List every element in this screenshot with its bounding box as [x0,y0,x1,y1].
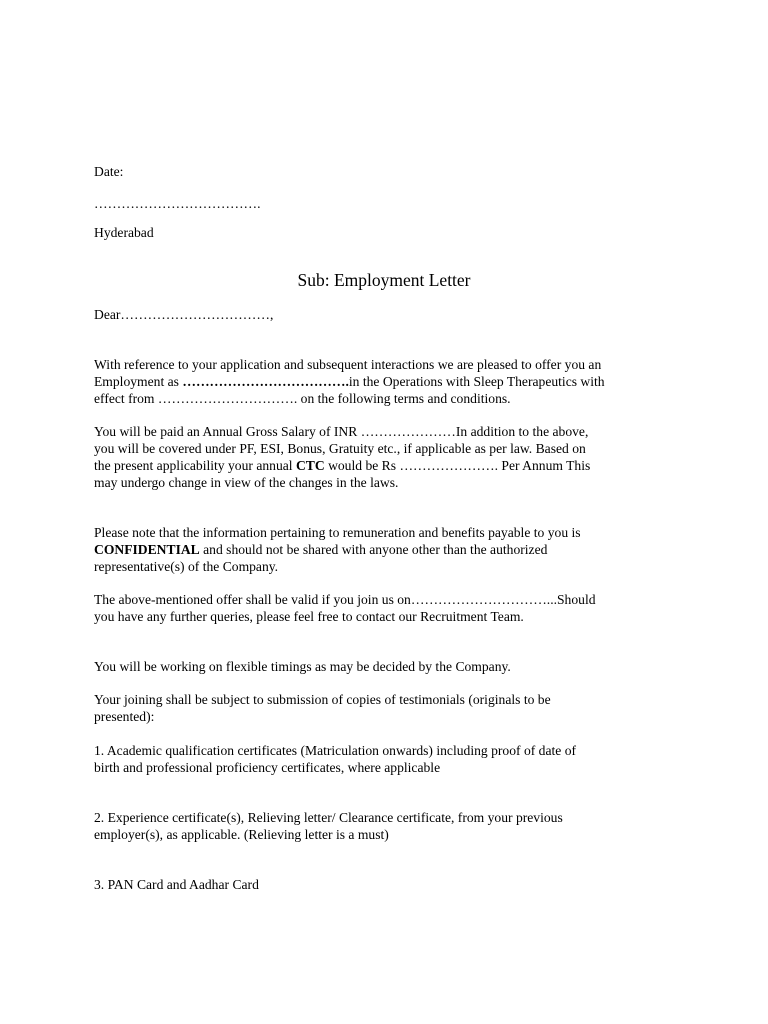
para6-line2: presented): [94,709,155,724]
place-name: Hyderabad [94,225,154,240]
confidential-label: CONFIDENTIAL [94,542,200,557]
para3-line2 [94,541,547,558]
para3-line3: representative(s) of the Company. [94,559,279,574]
para3-line1: Please note that the information pertaining to remuneration and benefits payable to you is [94,525,581,540]
para3-line2-end: and should not be shared with anyone other than the authorized [199,542,548,557]
para2-line2: you will be covered under PF, ESI, Bonus, Gratuity etc., if applicable as per law. Based on [94,441,586,456]
letter-subject: Sub: Employment Letter [297,270,471,290]
para5-line1: You will be working on flexible timings as may be decided by the Company. [94,659,511,674]
para1-line2 [94,373,605,390]
para1-line2-start: Employment as [94,374,183,389]
para6-line1: Your joining shall be subject to submission of copies of testimonials (originals to be [94,692,551,707]
salutation: Dear……………………………, [94,307,274,322]
item2-line2: employer(s), as applicable. (Relieving letter is a must) [94,827,389,842]
para4-line1: The above-mentioned offer shall be valid if you join us on…………………………...Should [94,592,596,607]
para1-line2-end: in the Operations with Sleep Therapeutics with [348,374,605,389]
ctc-label: CTC [295,458,325,473]
item3-line1: 3. PAN Card and Aadhar Card [94,877,259,892]
para1-line1: With reference to your application and subsequent interactions we are pleased to offer you an [94,357,602,372]
para2-line3-start: the present applicability your annual [94,458,296,473]
item2-line1: 2. Experience certificate(s), Relieving letter/ Clearance certificate, from your previous [94,810,563,825]
position-blank: ………………………………. [182,374,349,389]
date-label: Date: [94,164,124,179]
item1-line1: 1. Academic qualification certificates (Matriculation onwards) including proof of date of [94,743,577,758]
para2-line1: You will be paid an Annual Gross Salary of INR …………………In addition to the above, [94,424,589,439]
para2-line4: may undergo change in view of the changes in the laws. [94,475,399,490]
para2-line3 [94,457,590,474]
para2-line3-end: would be Rs …………………. Per Annum This [324,458,591,473]
para1-line3: effect from …………………………. on the following terms and conditions. [94,391,511,406]
para4-line2: you have any further queries, please feel free to contact our Recruitment Team. [94,609,524,624]
date-blank: ………………………………. [94,196,261,211]
item1-line2: birth and professional proficiency certificates, where applicable [94,760,441,775]
